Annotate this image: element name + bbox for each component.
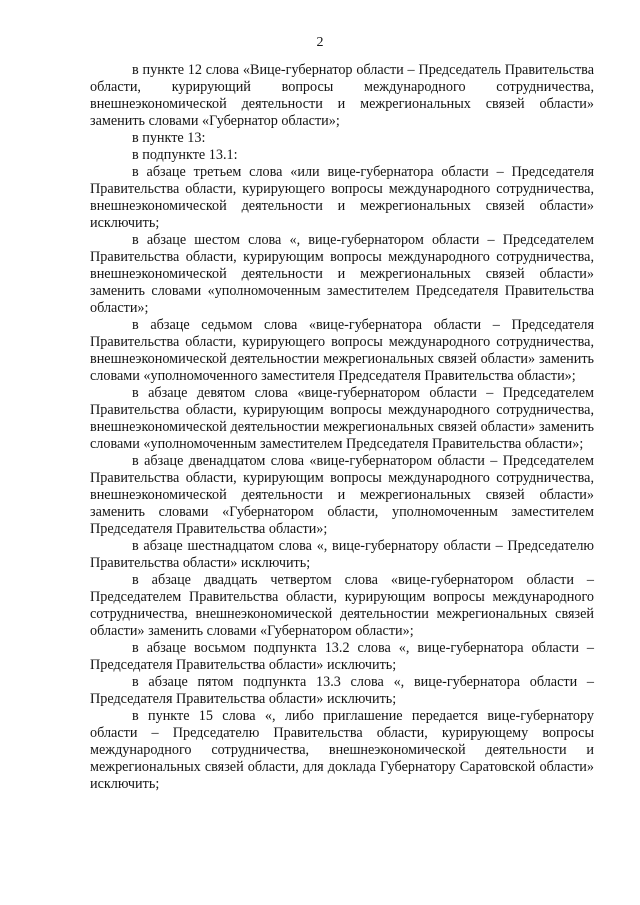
document-body [90,62,594,793]
paragraph: в абзаце шестнадцатом слова «, вице-губернатору области – Председателю Правительства области» исключить; [90,538,594,571]
page-number: 2 [316,35,324,50]
paragraph: в абзаце двенадцатом слова «вице-губернатором области – Председателем Правительства области, курирующим вопросы международного сотрудничества, внешнеэкономической деятельности и межрегиональных связей области» заменить словами «Губернатором области, уполномоченным заместителем Председателя Правительства области»; [90,453,594,537]
paragraph: в абзаце девятом слова «вице-губернатором области – Председателем Правительства области, курирующим вопросы международного сотрудничества, внешнеэкономической деятельностии межрегиональных связей области» заменить словами «уполномоченным заместителем Председателя Правительства области»; [90,385,594,452]
paragraph: в пункте 15 слова «, либо приглашение передается вице-губернатору области – Председателю Правительства области, курирующему вопросы международного сотрудничества, внешнеэкономической деятельности и межрегиональных связей области, для доклада Губернатору Саратовской области» исключить; [90,708,594,792]
paragraph: в пункте 13: [132,130,206,146]
paragraph: в абзаце пятом подпункта 13.3 слова «, вице-губернатора области – Председателя Правительства области» исключить; [90,674,594,707]
paragraph: в абзаце третьем слова «или вице-губернатора области – Председателя Правительства области, курирующего вопросы международного сотрудничества, внешнеэкономической деятельности и межрегиональных связей области» исключить; [90,164,594,231]
paragraph: в подпункте 13.1: [132,147,238,163]
paragraph: в абзаце восьмом подпункта 13.2 слова «, вице-губернатора области – Председателя Правительства области» исключить; [90,640,594,673]
paragraph: в абзаце седьмом слова «вице-губернатора области – Председателя Правительства области, курирующего вопросы международного сотрудничества, внешнеэкономической деятельностии межрегиональных связей области» заменить словами «уполномоченного заместителя Председателя Правительства области»; [90,317,594,384]
paragraph: в абзаце двадцать четвертом слова «вице-губернатором области – Председателем Правительства области, курирующим вопросы международного сотрудничества, внешнеэкономической деятельностии межрегиональных связей области» заменить словами «Губернатором области»; [90,572,594,639]
paragraph: в абзаце шестом слова «, вице-губернатором области – Председателем Правительства области, курирующим вопросы международного сотрудничества, внешнеэкономической деятельности и межрегиональных связей области» заменить словами «уполномоченным заместителем Председателя Правительства области»; [90,232,594,316]
paragraph: в пункте 12 слова «Вице-губернатор области – Председатель Правительства области, курирующий вопросы международного сотрудничества, внешнеэкономической деятельности и межрегиональных связей области» заменить словами «Губернатор области»; [90,62,594,129]
